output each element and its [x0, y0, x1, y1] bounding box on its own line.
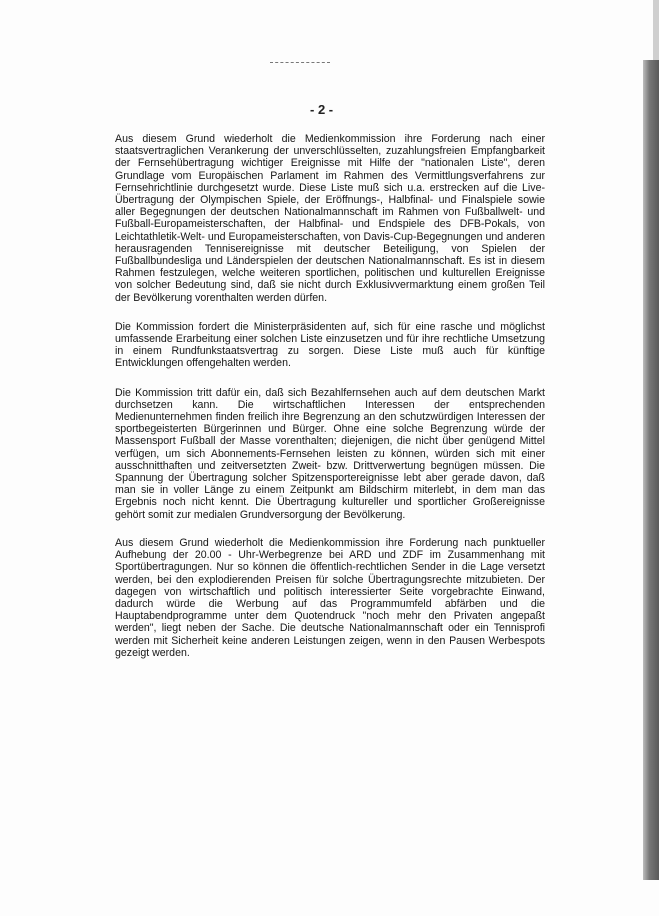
- paragraph-2: Die Kommission fordert die Ministerpräsidenten auf, sich für eine rasche und möglichst umfassende Erarbeitung einer solchen Liste einzusetzen und für ihre rechtliche Umsetzung in einem Rundfunkstaatsvertrag zu sorgen. Diese Liste muß auch für künftige Entwicklungen offengehalten werden.: [115, 320, 545, 370]
- paragraph-4: Aus diesem Grund wiederholt die Medienkommission ihre Forderung nach punktueller Aufhebung der 20.00 - Uhr-Werbegrenze bei ARD und ZDF im Zusammenhang mit Sportübertragungen. Nur so können die öffentlich-rechtlichen Sender in die Lage versetzt werden, bei den explodierenden Preisen für solche Übertragungsrechte mitzubieten. Der dagegen von wirtschaftlich und politisch interessierter Seite vorgebrachte Einwand, dadurch würde die Werbung auf das Programmumfeld abfärben und die Hauptabendprogramme unter dem Quotendruck "noch mehr den Privaten angepaßt werden", liegt neben der Sache. Die deutsche Nationalmannschaft oder ein Tennisprofi werden mit Sicherheit keine anderen Leistungen zeigen, wenn in den Pausen Werbespots gezeigt werden.: [115, 536, 545, 659]
- scan-corner-mark: [600, 6, 630, 26]
- document-body: [115, 133, 545, 676]
- paragraph-1: Aus diesem Grund wiederholt die Medienkommission ihre Forderung nach einer staatsvertraglichen Verankerung der unverschlüsselten, zuzahlungsfreien Empfangbarkeit der Fernsehübertragung wichtiger Ereignisse mit Hilfe der "nationalen Liste", deren Grundlage vom Europäischen Parlament im Rahmen des Vermittlungsverfahrens zur Fernsehrichtlinie durchgesetzt wurde. Diese Liste muß sich u.a. erstrecken auf die Live-Übertragung der Olympischen Spiele, der Eröffnungs-, Halbfinal- und Finalspiele sowie aller Begegnungen der deutschen Nationalmannschaft im Rahmen von Fußballwelt- und Fußball-Europameisterschaften, der Halbfinal- und Endspiele des DFB-Pokals, von Leichtathletik-Welt- und Europameisterschaften, von Davis-Cup-Begegnungen und anderen herausragenden Tennisereignisse mit deutscher Beteiligung, von Spielen der Fußballbundesliga und Länderspielen der deutschen Nationalmannschaft. Es ist in diesem Rahmen festzulegen, welche weiteren sportlichen, politischen und kulturellen Ereignisse von solcher Bedeutung sind, daß sie nicht durch Exklusivvermarktung einem großen Teil der Bevölkerung vorenthalten werden dürfen.: [115, 133, 545, 304]
- scan-top-dashes: [270, 62, 330, 67]
- paragraph-3: Die Kommission tritt dafür ein, daß sich Bezahlfernsehen auch auf dem deutschen Markt durchsetzen kann. Die wirtschaftlichen Interessen der entsprechenden Medienunternehmen finden freilich ihre Begrenzung an den schutzwürdigen Interessen der sportbegeisterten Bürgerinnen und Bürger. Ohne eine solche Begrenzung würde der Massensport Fußball der Masse vorenthalten; diejenigen, die nicht über genügend Mittel verfügen, um sich Abonnements-Fernsehen leisten zu können, würden sich mit einer ausschnitthaften und zeitversetzten Zweit- bzw. Drittverwertung begnügen müssen. Die Spannung der Übertragung solcher Spitzensportereignisse lebt aber gerade davon, daß man sie in voller Länge zu einem Zeitpunkt am Bildschirm miterlebt, in dem man das Ergebnis noch nicht kennt. Die Übertragung kultureller und sportlicher Großereignisse gehört somit zur medialen Grundversorgung der Bevölkerung.: [115, 386, 545, 521]
- scan-edge-top: [653, 0, 659, 60]
- page-number: - 2 -: [310, 102, 334, 117]
- scan-edge-shadow: [643, 60, 659, 880]
